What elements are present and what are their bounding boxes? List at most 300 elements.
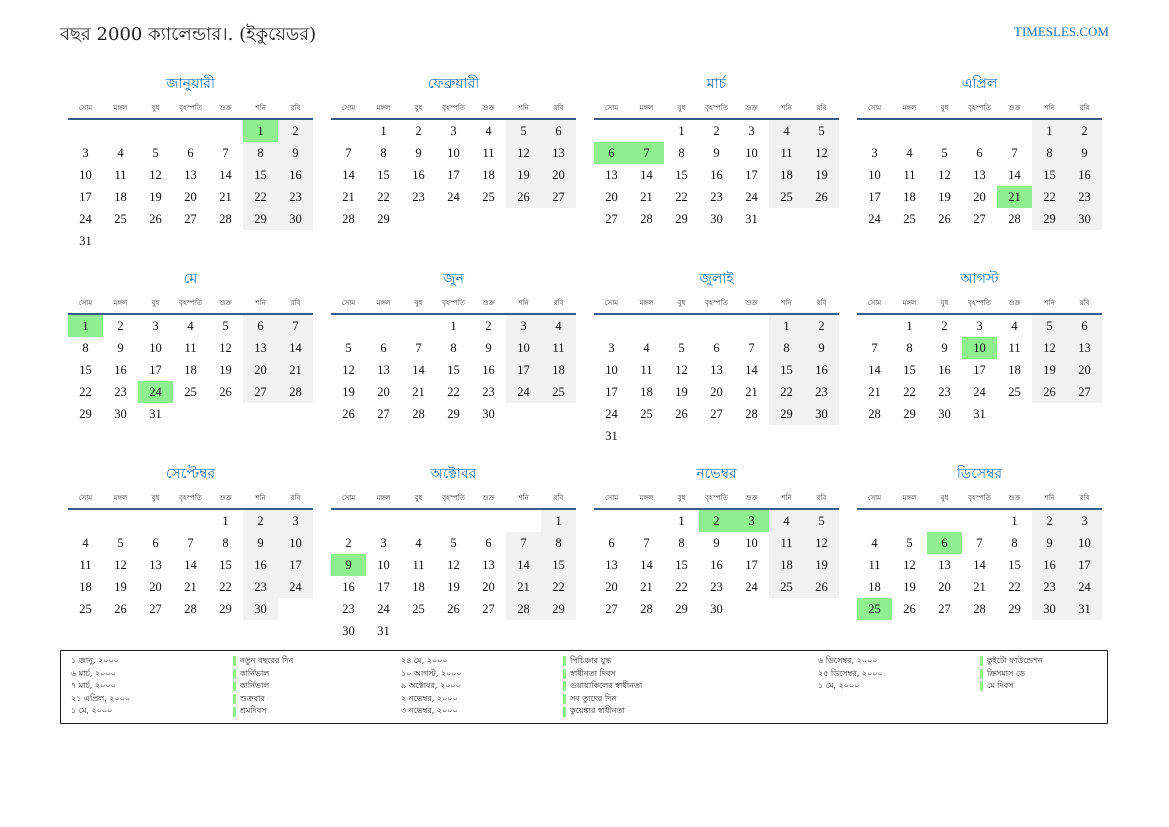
day-cell: 15 <box>769 359 804 381</box>
day-cell: 2 <box>804 315 839 337</box>
weekday-label: বৃহস্পতি <box>442 104 465 112</box>
empty-cell <box>103 120 138 142</box>
holiday-day-cell: 7 <box>629 142 664 164</box>
weekday-label: মঙ্গল <box>639 299 654 307</box>
holiday-color-marker <box>563 707 566 717</box>
day-cell: 18 <box>412 580 425 594</box>
day-cell: 23 <box>804 381 839 403</box>
day-cell: 11 <box>412 558 425 572</box>
weekday-label: বৃহস্পতি <box>442 494 465 502</box>
day-cell: 26 <box>804 576 839 598</box>
day-cell: 28 <box>745 407 758 421</box>
day-cell: 17 <box>377 580 390 594</box>
day-cell: 28 <box>219 212 232 226</box>
site-link[interactable]: TIMESLES.COM <box>1014 24 1109 39</box>
weekday-label: শনি <box>1044 104 1055 112</box>
legend-item <box>71 680 293 693</box>
holiday-day-cell: 9 <box>331 554 366 576</box>
day-cell: 25 <box>640 407 653 421</box>
day-cell: 16 <box>278 164 313 186</box>
month-block <box>331 267 576 462</box>
day-cell: 20 <box>710 385 723 399</box>
empty-cell <box>857 315 892 337</box>
day-cell: 29 <box>447 407 460 421</box>
day-cell: 2 <box>1032 510 1067 532</box>
day-cell: 15 <box>1032 164 1067 186</box>
day-cell: 16 <box>710 168 723 182</box>
empty-cell <box>734 315 769 337</box>
day-cell: 29 <box>675 602 688 616</box>
empty-cell <box>331 315 366 337</box>
day-cell: 28 <box>184 602 197 616</box>
day-cell: 1 <box>1011 514 1018 528</box>
empty-cell <box>927 120 962 142</box>
weekday-label: বৃহস্পতি <box>179 104 202 112</box>
day-cell: 26 <box>342 407 355 421</box>
day-cell: 19 <box>804 164 839 186</box>
day-cell: 30 <box>1032 598 1067 620</box>
day-cell: 13 <box>482 558 495 572</box>
day-cell: 12 <box>149 168 162 182</box>
weekday-header <box>68 293 313 315</box>
weekday-label: শনি <box>781 104 792 112</box>
weekday-label: সোম <box>78 494 93 502</box>
weekday-label: বুধ <box>677 494 686 502</box>
holiday-date: ৬ ডিসেম্বর, ২০০০ <box>818 656 878 665</box>
weekday-label: মঙ্গল <box>376 299 391 307</box>
day-cell: 20 <box>377 385 390 399</box>
holiday-color-marker <box>980 656 983 666</box>
day-cell: 11 <box>903 168 916 182</box>
weekday-label: রবি <box>1079 299 1090 307</box>
day-cell: 9 <box>117 341 124 355</box>
day-cell: 14 <box>412 363 425 377</box>
empty-cell <box>401 510 436 532</box>
day-cell: 11 <box>114 168 127 182</box>
day-cell: 20 <box>1067 359 1102 381</box>
day-cell: 23 <box>710 190 723 204</box>
day-cell: 4 <box>485 124 492 138</box>
day-cell: 15 <box>675 558 688 572</box>
day-cell: 22 <box>377 190 390 204</box>
day-cell: 25 <box>184 385 197 399</box>
day-cell: 5 <box>678 341 685 355</box>
day-cell: 18 <box>482 168 495 182</box>
legend-item <box>71 655 293 668</box>
day-cell: 20 <box>482 580 495 594</box>
day-cell: 3 <box>82 146 89 160</box>
day-cell: 22 <box>219 580 232 594</box>
day-cell: 26 <box>447 602 460 616</box>
day-cell: 19 <box>114 580 127 594</box>
day-cell: 16 <box>804 359 839 381</box>
day-cell: 1 <box>769 315 804 337</box>
day-cell: 22 <box>447 385 460 399</box>
day-cell: 22 <box>769 381 804 403</box>
day-cell: 22 <box>1008 580 1021 594</box>
day-cell: 27 <box>973 212 986 226</box>
day-cell: 19 <box>342 385 355 399</box>
day-cell: 28 <box>342 212 355 226</box>
day-cell: 5 <box>941 146 948 160</box>
weekday-header <box>331 98 576 120</box>
day-cell: 7 <box>187 536 194 550</box>
holiday-day-cell: 1 <box>68 315 103 337</box>
month-block <box>857 462 1102 657</box>
day-cell: 3 <box>278 510 313 532</box>
day-cell: 13 <box>243 337 278 359</box>
day-cell: 4 <box>1011 319 1018 333</box>
weekday-header <box>594 98 839 120</box>
weekday-label: রবি <box>1079 494 1090 502</box>
day-cell: 8 <box>82 341 89 355</box>
weekday-label: শনি <box>781 494 792 502</box>
day-cell: 20 <box>605 580 618 594</box>
day-cell: 6 <box>152 536 159 550</box>
day-grid <box>331 315 576 425</box>
day-cell: 26 <box>675 407 688 421</box>
day-cell: 11 <box>1008 341 1021 355</box>
day-cell: 13 <box>710 363 723 377</box>
day-cell: 9 <box>804 337 839 359</box>
day-cell: 11 <box>482 146 495 160</box>
day-cell: 25 <box>903 212 916 226</box>
month-name: ফেব্রুয়ারী <box>427 76 480 92</box>
day-cell: 6 <box>187 146 194 160</box>
day-cell: 18 <box>184 363 197 377</box>
day-cell: 8 <box>222 536 229 550</box>
day-grid <box>857 120 1102 230</box>
day-cell: 23 <box>412 190 425 204</box>
weekday-label: বৃহস্পতি <box>968 104 991 112</box>
day-cell: 23 <box>243 576 278 598</box>
day-cell: 11 <box>184 341 197 355</box>
day-cell: 13 <box>938 558 951 572</box>
day-cell: 9 <box>941 341 948 355</box>
day-cell: 14 <box>640 168 653 182</box>
legend-column <box>401 655 642 718</box>
day-cell: 17 <box>973 363 986 377</box>
holiday-date: ৯ অক্টোবর, ২০০০ <box>401 681 461 691</box>
day-cell: 15 <box>377 168 390 182</box>
day-cell: 12 <box>804 532 839 554</box>
month-name: মে <box>183 271 198 287</box>
weekday-label: শনি <box>518 104 529 112</box>
weekday-label: শুক্র <box>745 299 758 307</box>
day-cell: 17 <box>447 168 460 182</box>
day-cell: 12 <box>114 558 127 572</box>
day-cell: 1 <box>222 514 229 528</box>
holiday-color-marker <box>233 669 236 679</box>
weekday-label: শুক্র <box>1008 494 1021 502</box>
weekday-label: সোম <box>604 299 619 307</box>
day-cell: 9 <box>278 142 313 164</box>
holiday-color-marker <box>563 681 566 691</box>
holiday-day-cell: 6 <box>927 532 962 554</box>
holiday-color-marker <box>233 681 236 691</box>
empty-cell <box>699 315 734 337</box>
day-cell: 11 <box>769 532 804 554</box>
day-cell: 15 <box>1008 558 1021 572</box>
day-cell: 18 <box>79 580 92 594</box>
day-cell: 22 <box>903 385 916 399</box>
day-cell: 16 <box>342 580 355 594</box>
day-cell: 26 <box>903 602 916 616</box>
holiday-date: ১ মে, ২০০০ <box>71 706 113 716</box>
day-cell: 17 <box>506 359 541 381</box>
day-cell: 10 <box>1067 532 1102 554</box>
day-cell: 30 <box>710 212 723 226</box>
day-cell: 16 <box>243 554 278 576</box>
day-cell: 22 <box>675 580 688 594</box>
day-cell: 5 <box>906 536 913 550</box>
day-cell: 26 <box>114 602 127 616</box>
month-block <box>68 462 313 657</box>
weekday-label: শুক্র <box>482 299 495 307</box>
day-cell: 23 <box>278 186 313 208</box>
day-cell: 19 <box>675 385 688 399</box>
day-cell: 29 <box>769 403 804 425</box>
weekday-label: মঙ্গল <box>902 494 917 502</box>
holiday-day-cell: 21 <box>997 186 1032 208</box>
weekday-label: মঙ্গল <box>639 494 654 502</box>
empty-cell <box>401 315 436 337</box>
day-cell: 18 <box>541 359 576 381</box>
day-cell: 10 <box>278 532 313 554</box>
day-cell: 27 <box>377 407 390 421</box>
empty-cell <box>892 510 927 532</box>
day-cell: 12 <box>219 341 232 355</box>
day-cell: 17 <box>79 190 92 204</box>
weekday-label: শনি <box>255 494 266 502</box>
day-cell: 3 <box>871 146 878 160</box>
day-cell: 12 <box>804 142 839 164</box>
empty-cell <box>594 315 629 337</box>
day-cell: 25 <box>769 576 804 598</box>
day-cell: 23 <box>1067 186 1102 208</box>
day-cell: 31 <box>79 234 92 248</box>
weekday-label: শুক্র <box>482 104 495 112</box>
holiday-legend <box>60 650 1108 724</box>
weekday-label: মঙ্গল <box>902 299 917 307</box>
day-cell: 28 <box>412 407 425 421</box>
day-cell: 23 <box>1032 576 1067 598</box>
weekday-label: সোম <box>341 104 356 112</box>
day-cell: 13 <box>149 558 162 572</box>
holiday-date: ৬ মার্চ, ২০০০ <box>71 668 116 678</box>
day-cell: 27 <box>605 212 618 226</box>
empty-cell <box>629 315 664 337</box>
day-cell: 16 <box>1067 164 1102 186</box>
day-cell: 25 <box>114 212 127 226</box>
day-cell: 3 <box>608 341 615 355</box>
day-cell: 2 <box>415 124 422 138</box>
holiday-name: ক্রিসমাস ডে <box>987 668 1025 678</box>
holiday-color-marker <box>233 656 236 666</box>
legend-item <box>71 668 293 681</box>
weekday-label: বুধ <box>151 104 160 112</box>
day-cell: 12 <box>342 363 355 377</box>
day-cell: 16 <box>938 363 951 377</box>
day-cell: 11 <box>769 142 804 164</box>
empty-cell <box>331 120 366 142</box>
day-cell: 29 <box>675 212 688 226</box>
day-cell: 28 <box>640 212 653 226</box>
day-cell: 24 <box>973 385 986 399</box>
day-cell: 6 <box>608 536 615 550</box>
weekday-label: বুধ <box>414 299 423 307</box>
day-cell: 6 <box>485 536 492 550</box>
day-cell: 29 <box>1008 602 1021 616</box>
holiday-date: ১ জানু, ২০০০ <box>71 656 119 665</box>
day-cell: 8 <box>906 341 913 355</box>
weekday-header <box>331 293 576 315</box>
day-cell: 7 <box>278 315 313 337</box>
empty-cell <box>594 510 629 532</box>
weekday-label: বৃহস্পতি <box>705 494 728 502</box>
holiday-date: ২ নভেম্বর, ২০০০ <box>401 693 458 703</box>
day-cell: 20 <box>973 190 986 204</box>
day-cell: 23 <box>342 602 355 616</box>
empty-cell <box>629 120 664 142</box>
day-cell: 13 <box>1067 337 1102 359</box>
day-cell: 28 <box>278 381 313 403</box>
holiday-name: কুইটো ফাউন্ডেশন <box>987 656 1043 665</box>
month-name: জুন <box>443 271 464 287</box>
day-cell: 6 <box>1067 315 1102 337</box>
day-cell: 17 <box>868 190 881 204</box>
weekday-label: শুক্র <box>1008 104 1021 112</box>
empty-cell <box>629 510 664 532</box>
holiday-day-cell: 24 <box>138 381 173 403</box>
day-cell: 25 <box>541 381 576 403</box>
legend-item <box>401 680 642 693</box>
empty-cell <box>366 315 401 337</box>
holiday-name: শুক্রবার <box>240 693 265 703</box>
day-cell: 8 <box>541 532 576 554</box>
day-cell: 31 <box>149 407 162 421</box>
empty-cell <box>68 120 103 142</box>
day-cell: 21 <box>219 190 232 204</box>
day-cell: 19 <box>938 190 951 204</box>
day-cell: 28 <box>640 602 653 616</box>
day-cell: 10 <box>506 337 541 359</box>
day-cell: 2 <box>117 319 124 333</box>
weekday-label: বুধ <box>940 494 949 502</box>
day-cell: 13 <box>605 168 618 182</box>
legend-item <box>401 668 642 681</box>
weekday-label: রবি <box>553 494 564 502</box>
day-cell: 2 <box>941 319 948 333</box>
day-cell: 4 <box>117 146 124 160</box>
day-cell: 17 <box>1067 554 1102 576</box>
day-cell: 21 <box>640 580 653 594</box>
weekday-label: শনি <box>255 299 266 307</box>
day-grid <box>594 510 839 620</box>
holiday-date: ১০ আগস্ট, ২০০০ <box>401 668 462 678</box>
holiday-color-marker <box>980 669 983 679</box>
day-cell: 2 <box>1067 120 1102 142</box>
day-cell: 24 <box>745 580 758 594</box>
day-cell: 30 <box>482 407 495 421</box>
day-cell: 10 <box>605 363 618 377</box>
day-cell: 14 <box>506 554 541 576</box>
day-cell: 29 <box>79 407 92 421</box>
day-cell: 26 <box>938 212 951 226</box>
day-grid <box>68 315 313 425</box>
weekday-label: সোম <box>867 104 882 112</box>
weekday-label: রবি <box>1079 104 1090 112</box>
month-name: অক্টোবর <box>430 466 477 482</box>
day-cell: 26 <box>149 212 162 226</box>
day-cell: 4 <box>415 536 422 550</box>
month-name: জানুয়ারী <box>166 76 215 92</box>
day-cell: 30 <box>938 407 951 421</box>
month-block <box>68 267 313 462</box>
empty-cell <box>471 510 506 532</box>
day-cell: 27 <box>184 212 197 226</box>
day-cell: 7 <box>222 146 229 160</box>
day-cell: 14 <box>640 558 653 572</box>
day-cell: 12 <box>938 168 951 182</box>
legend-item <box>71 705 293 718</box>
day-cell: 4 <box>541 315 576 337</box>
day-cell: 12 <box>675 363 688 377</box>
day-cell: 17 <box>278 554 313 576</box>
day-cell: 25 <box>1008 385 1021 399</box>
day-cell: 15 <box>219 558 232 572</box>
day-cell: 10 <box>149 341 162 355</box>
weekday-label: সোম <box>78 104 93 112</box>
weekday-header <box>68 98 313 120</box>
day-cell: 2 <box>345 536 352 550</box>
day-cell: 19 <box>804 554 839 576</box>
month-name: জুলাই <box>699 271 734 287</box>
holiday-date: ১ মে, ২০০০ <box>818 681 860 691</box>
day-cell: 6 <box>713 341 720 355</box>
day-cell: 18 <box>769 554 804 576</box>
empty-cell <box>173 510 208 532</box>
day-cell: 19 <box>149 190 162 204</box>
day-cell: 14 <box>745 363 758 377</box>
empty-cell <box>997 120 1032 142</box>
empty-cell <box>331 510 366 532</box>
weekday-label: বুধ <box>151 299 160 307</box>
day-cell: 7 <box>506 532 541 554</box>
day-grid <box>68 510 313 620</box>
day-cell: 24 <box>506 381 541 403</box>
day-cell: 10 <box>79 168 92 182</box>
day-cell: 15 <box>243 164 278 186</box>
day-cell: 1 <box>380 124 387 138</box>
day-grid <box>331 510 576 642</box>
day-cell: 9 <box>713 146 720 160</box>
day-cell: 6 <box>243 315 278 337</box>
weekday-label: রবি <box>816 104 827 112</box>
day-cell: 25 <box>769 186 804 208</box>
day-cell: 21 <box>640 190 653 204</box>
day-cell: 28 <box>506 598 541 620</box>
day-cell: 29 <box>903 407 916 421</box>
day-cell: 10 <box>868 168 881 182</box>
day-cell: 4 <box>871 536 878 550</box>
month-block <box>68 72 313 267</box>
legend-item <box>401 693 642 706</box>
day-cell: 12 <box>447 558 460 572</box>
legend-column <box>71 655 293 718</box>
holiday-name: কুয়েঙ্কার স্বাধীনতা <box>570 706 625 716</box>
holiday-name: কার্নিভাল <box>240 668 270 678</box>
